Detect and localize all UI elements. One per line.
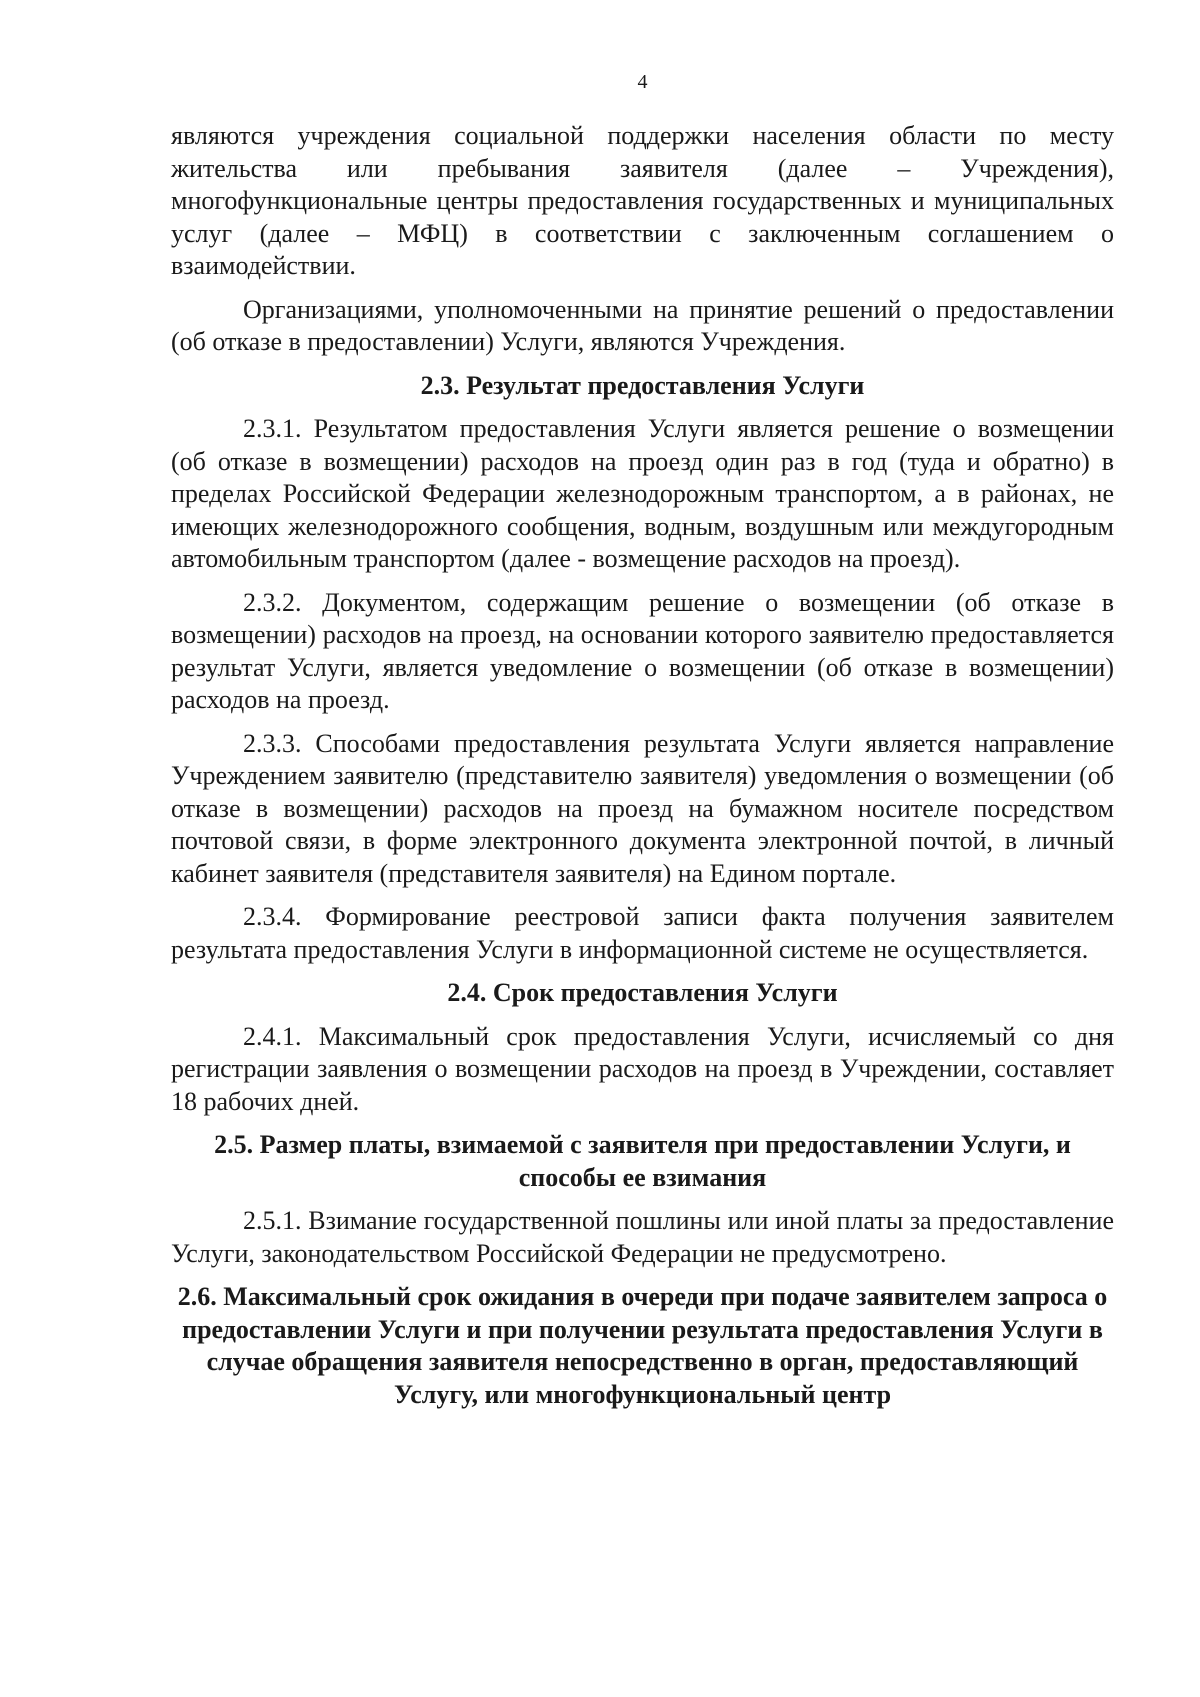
paragraph-2-4-1: 2.4.1. Максимальный срок предоставления Услуги, исчисляемый со дня регистрации заявления о возмещении расходов на проезд в Учреждении, составляет 18 рабочих дней. bbox=[171, 1021, 1114, 1116]
document-page bbox=[171, 70, 1114, 1422]
paragraph-2-3-1: 2.3.1. Результатом предоставления Услуги является решение о возмещении (об отказе в возмещении) расходов на проезд один раз в год (туда и обратно) в пределах Российской Федерации железнодорожным транспортом, а в районах, не имеющих железнодорожного сообщения, водным, воздушным или междугородным автомобильным транспортом (далее - возмещение расходов на проезд). bbox=[171, 414, 1114, 573]
paragraph-2-3-4: 2.3.4. Формирование реестровой записи факта получения заявителем результата предоставления Услуги в информационной системе не осуществляется. bbox=[171, 902, 1114, 964]
paragraph-organizations: являются учреждения социальной поддержки населения области по месту жительства или пребывания заявителя (далее – Учреждения), многофункциональные центры предоставления государственных и муниципальных услуг (далее – МФЦ) в соответствии с заключенным соглашением о взаимодействии. bbox=[171, 121, 1114, 280]
paragraph-2-3-3: 2.3.3. Способами предоставления результата Услуги является направление Учреждением заявителю (представителю заявителя) уведомления о возмещении (об отказе в возмещении) расходов на проезд на бумажном носителе посредством почтовой связи, в форме электронного документа электронной почтой, в личный кабинет заявителя (представителя заявителя) на Едином портале. bbox=[171, 728, 1114, 888]
page-number: 4 bbox=[637, 71, 648, 93]
section-heading-2-6: 2.6. Максимальный срок ожидания в очереди при подаче заявителем запроса о предоставлении Услуги и при получении результата предоставления Услуги в случае обращения заявителя непосредственно в орган, предоставляющий Услугу, или многофункциональный центр bbox=[177, 1282, 1108, 1409]
paragraph-authorized-organizations: Организациями, уполномоченными на принятие решений о предоставлении (об отказе в предоставлении) Услуги, являются Учреждения. bbox=[171, 294, 1114, 356]
section-heading-2-4: 2.4. Срок предоставления Услуги bbox=[447, 978, 838, 1007]
section-heading-2-3: 2.3. Результат предоставления Услуги bbox=[420, 370, 865, 400]
paragraph-2-3-2: 2.3.2. Документом, содержащим решение о возмещении (об отказе в возмещении) расходов на проезд, на основании которого заявителю предоставляется результат Услуги, является уведомление о возмещении (об отказе в возмещении) расходов на проезд. bbox=[171, 587, 1114, 714]
paragraph-2-5-1: 2.5.1. Взимание государственной пошлины или иной платы за предоставление Услуги, законодательством Российской Федерации не предусмотрено. bbox=[171, 1206, 1114, 1268]
section-heading-2-5: 2.5. Размер платы, взимаемой с заявителя при предоставлении Услуги, и способы ее взимания bbox=[214, 1130, 1071, 1192]
